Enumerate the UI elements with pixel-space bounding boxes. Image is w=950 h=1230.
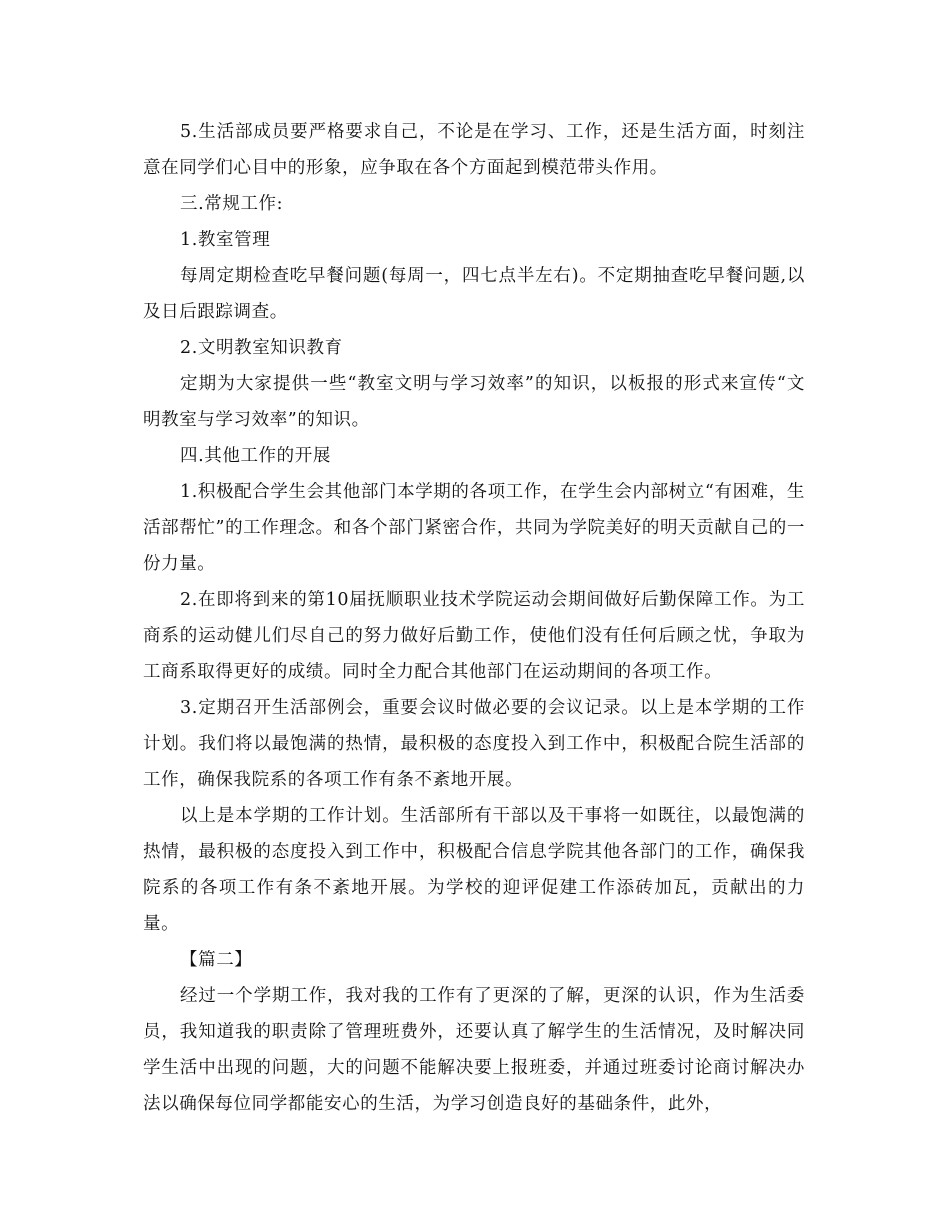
paragraph-item-3-regular-meetings: 3.定期召开生活部例会，重要会议时做必要的会议记录。以上是本学期的工作计划。我们将以最饱满的热情，最积极的态度投入到工作中，积极配合院生活部的工作，确保我院系的各项工作有条不紊地开展。 (143, 698, 805, 790)
paragraph-item-2-sports-meeting: 2.在即将到来的第10届抚顺职业技术学院运动会期间做好后勤保障工作。为工商系的运动健儿们尽自己的努力做好后勤工作，使他们没有任何后顾之忧，争取为工商系取得更好的成绩。同时全力配合其他部门在运动期间的各项工作。 (143, 590, 805, 682)
subheading-civilized-classroom-education: 2.文明教室知识教育 (180, 338, 343, 358)
paragraph-blackboard-promotion: 定期为大家提供一些“教室文明与学习效率”的知识，以板报的形式来宣传“文明教室与学习效率”的知识。 (143, 374, 805, 430)
section-heading-part-two: 【篇二】 (180, 950, 253, 970)
paragraph-item-1-cooperation: 1.积极配合学生会其他部门本学期的各项工作，在学生会内部树立“有困难，生活部帮忙”的工作理念。和各个部门紧密合作，共同为学院美好的明天贡献自己的一份力量。 (143, 482, 805, 574)
paragraph-summary: 以上是本学期的工作计划。生活部所有干部以及干事将一如既往，以最饱满的热情，最积极的态度投入到工作中，积极配合信息学院其他各部门的工作，确保我院系的各项工作有条不紊地开展。为学校的迎评促建工作添砖加瓦，贡献出的力量。 (143, 806, 805, 934)
paragraph-item-5-self-discipline: 5.生活部成员要严格要求自己，不论是在学习、工作，还是生活方面，时刻注意在同学们心目中的形象，应争取在各个方面起到模范带头作用。 (143, 122, 805, 178)
subheading-classroom-management: 1.教室管理 (180, 230, 271, 250)
section-heading-routine-work: 三.常规工作: (180, 194, 284, 214)
paragraph-breakfast-check: 每周定期检查吃早餐问题(每周一，四七点半左右)。不定期抽查吃早餐问题,以及日后跟踪调查。 (143, 266, 805, 322)
section-heading-other-work: 四.其他工作的开展 (180, 446, 331, 466)
document-body (143, 114, 805, 1122)
paragraph-part-two-intro: 经过一个学期工作，我对我的工作有了更深的了解，更深的认识，作为生活委员，我知道我的职责除了管理班费外，还要认真了解学生的生活情况，及时解决同学生活中出现的问题，大的问题不能解决要上报班委，并通过班委讨论商讨解决办法以确保每位同学都能安心的生活，为学习创造良好的基础条件，此外， (143, 986, 805, 1114)
